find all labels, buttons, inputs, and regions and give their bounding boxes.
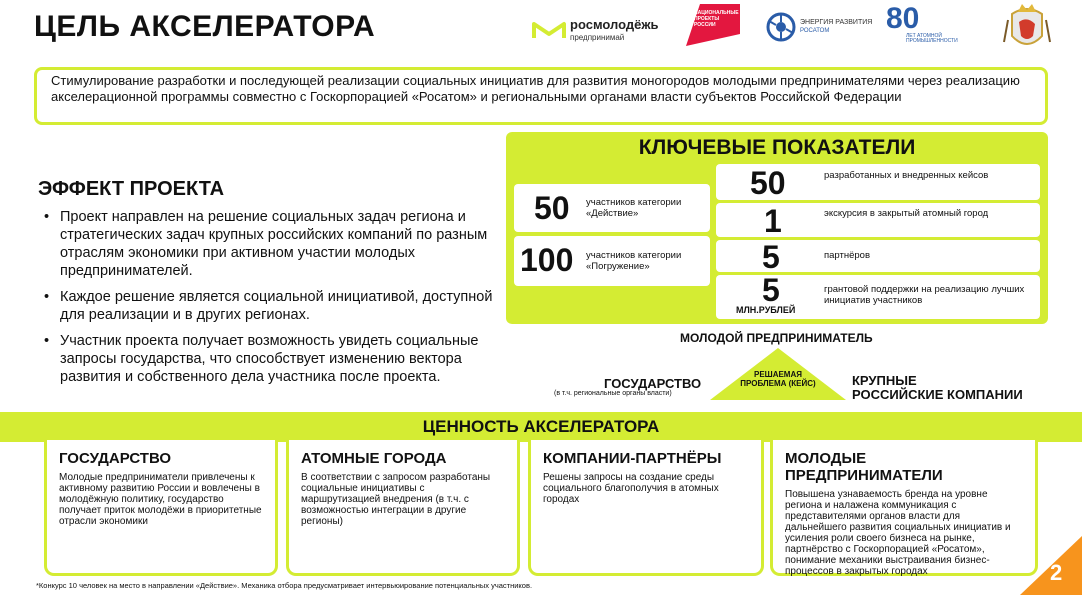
footnote: *Конкурс 10 человек на место в направлении «Действие». Механика отбора предусматривает интервьюирование потенциальных участников.	[36, 581, 533, 590]
rosmolodezh-name: росмолодёжь	[570, 17, 659, 32]
indicator-label: экскурсия в закрытый атомный город	[824, 208, 989, 219]
value-box-heading: АТОМНЫЕ ГОРОДА	[301, 450, 447, 467]
value-box-text: Повышена узнаваемость бренда на уровне региона и налажена коммуникация с представителями органов власти для дальнейшего развития социальных инициатив и усиления роли своего бизнеса на рынке, партнёрство с Госкорпорацией «Росатом», понимание механики выстраивания бизнес-процессов в закрытых городах	[785, 489, 1011, 577]
diagram-right-line1: КРУПНЫЕ	[852, 373, 917, 388]
diagram-left-sublabel: (в т.ч. региональные органы власти)	[554, 390, 672, 397]
indicator-label: грантовой поддержки на реализацию лучших инициатив участников	[824, 284, 1025, 306]
value-box-state	[44, 440, 278, 576]
indicator-label: разработанных и внедренных кейсов	[824, 170, 989, 181]
rosatom-logo	[766, 12, 876, 42]
indicator-label: партнёров	[824, 250, 870, 261]
effect-item-text: Проект направлен на решение социальных задач региона и стратегических задач крупных российских компаний по разным отраслям экономики при активном участии молодых предпринимателей.	[60, 209, 488, 279]
diagram-right-label	[852, 374, 1023, 402]
indicator-number: 5	[762, 239, 780, 275]
indicator-number: 1	[764, 203, 782, 239]
page-number: 2	[1050, 560, 1063, 585]
indicator-number: 5	[762, 272, 780, 308]
diagram-left-label: ГОСУДАРСТВО	[604, 376, 702, 391]
region-crest-logo	[1002, 2, 1052, 54]
key-indicators-title: КЛЮЧЕВЫЕ ПОКАЗАТЕЛИ	[638, 136, 916, 159]
value-box-heading: КОМПАНИИ-ПАРТНЁРЫ	[543, 450, 722, 467]
page-title: ЦЕЛЬ АКСЕЛЕРАТОРА	[34, 10, 376, 43]
coat-of-arms-icon	[1002, 2, 1052, 54]
atomic-80-number: 80	[886, 2, 920, 35]
indicator-card-grant	[716, 272, 1040, 319]
rosatom-atom-icon	[766, 12, 796, 42]
indicator-number: 50	[534, 190, 570, 226]
indicator-number: 50	[750, 165, 786, 201]
rosatom-sub: РОСАТОМ	[800, 28, 830, 34]
value-box-atomic-cities	[286, 440, 520, 576]
value-title: ЦЕННОСТЬ АКСЕЛЕРАТОРА	[422, 417, 660, 436]
value-box-text: Решены запросы на создание среды социального благополучия в атомных городах	[543, 472, 719, 505]
rosmolodezh-mark-icon	[532, 20, 566, 40]
national-projects-text: НАЦИОНАЛЬНЫЕ ПРОЕКТЫ РОССИИ	[694, 10, 739, 28]
value-box-heading: МОЛОДЫЕ ПРЕДПРИНИМАТЕЛИ	[785, 450, 943, 484]
effect-item-text: Участник проекта получает возможность увидеть социальные запросы государства, что способствует изменению вектора развития и собственного дела участника после проекта.	[60, 333, 479, 385]
indicator-label: участников категории «Действие»	[586, 197, 682, 219]
rosmolodezh-logo	[532, 16, 672, 44]
bullet-icon: •	[44, 209, 50, 225]
bullet-icon: •	[44, 333, 50, 349]
value-box-young-entrepreneurs	[770, 440, 1038, 576]
diagram-top-label: МОЛОДОЙ ПРЕДПРИНИМАТЕЛЬ	[680, 331, 873, 345]
effect-item	[40, 208, 500, 280]
indicator-card-excursion	[716, 203, 1040, 237]
value-box-heading: ГОСУДАРСТВО	[59, 450, 172, 467]
indicator-card-partners	[716, 239, 1040, 275]
rosmolodezh-sub: предпринимай	[570, 33, 625, 42]
effect-item-text: Каждое решение является социальной инициативой, доступной для реализации и в других регионах.	[60, 289, 493, 323]
effect-title: ЭФФЕКТ ПРОЕКТА	[38, 178, 225, 200]
indicator-card-action	[514, 184, 710, 232]
goal-box	[34, 67, 1048, 125]
value-box-text: Молодые предприниматели привлечены к активному развитию России и вовлечены в молодёжную политику, государство получает приток молодёжи в приоритетные отрасли экономики	[59, 472, 262, 527]
value-box-partner-companies	[528, 440, 764, 576]
atomic-80-sub: ЛЕТ АТОМНОЙ ПРОМЫШЛЕННОСТИ	[906, 33, 958, 44]
diagram-center-label: РЕШАЕМАЯ ПРОБЛЕМА (КЕЙС)	[740, 370, 816, 388]
diagram-right-line2: РОССИЙСКИЕ КОМПАНИИ	[852, 387, 1023, 402]
indicator-number: 100	[520, 242, 574, 278]
effect-list	[40, 208, 500, 394]
indicator-card-cases	[716, 164, 1040, 200]
effect-item	[40, 332, 500, 386]
indicator-unit: МЛН.РУБЛЕЙ	[736, 305, 796, 315]
atomic-80-years-logo	[884, 4, 976, 48]
value-box-text: В соответствии с запросом разработаны социальные инициативы с маршрутизацией внедрения (в т.ч. с возможностью интеграции в другие регионы)	[301, 472, 491, 527]
bullet-icon: •	[44, 289, 50, 305]
rosatom-name: ЭНЕРГИЯ РАЗВИТИЯ	[800, 19, 873, 26]
effect-item	[40, 288, 500, 324]
indicator-card-immersion	[514, 236, 710, 286]
national-projects-logo	[686, 4, 740, 46]
indicator-label: участников категории «Погружение»	[586, 250, 682, 272]
goal-text: Стимулирование разработки и последующей реализации социальных инициатив для развития моногородов молодыми предпринимателями через реализацию акселерационной программы совместно с Госкорпорацией «Росатом» и региональными органами власти субъектов Российской Федерации	[51, 73, 1020, 104]
